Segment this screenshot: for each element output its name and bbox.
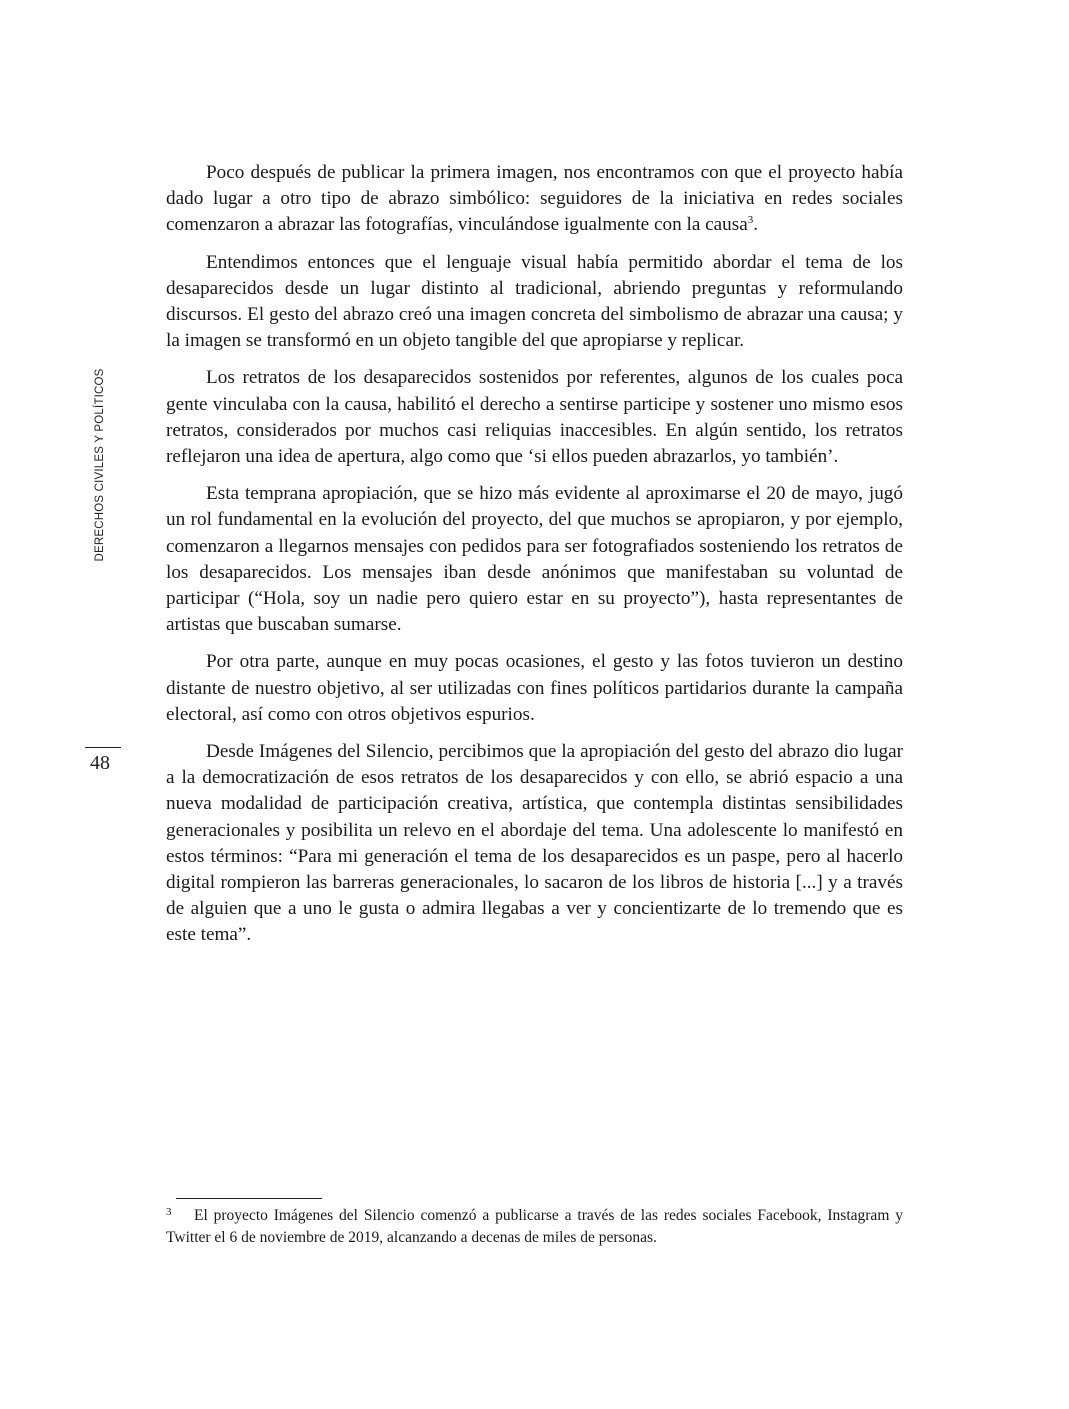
paragraph-4: Esta temprana apropiación, que se hizo más evidente al aproximarse el 20 de mayo, jugó un rol fundamental en la evolución del proyecto, del que muchos se apropiaron, y por ejemplo, comenzaron a llegarnos mensajes con pedidos para ser fotografiados sosteniendo los retratos de los desaparecidos. Los mensajes iban desde anónimos que manifestaban su voluntad de participar (“Hola, soy un nadie pero quiero estar en su proyecto”), hasta representantes de artistas que buscaban sumarse. <box>166 483 903 636</box>
footnote-paragraph: 3 El proyecto Imágenes del Silencio comenzó a publicarse a través de las redes sociales Facebook, Instagram y Twitter el 6 de noviembre de 2019, alcanzando a decenas de miles de personas. <box>166 1206 903 1246</box>
footnote-reference: 3 <box>747 214 754 227</box>
footnote <box>166 1205 903 1249</box>
paragraph-5: Por otra parte, aunque en muy pocas ocasiones, el gesto y las fotos tuvieron un destino distante de nuestro objetivo, al ser utilizadas con fines políticos partidarios durante la campaña electoral, así como con otros objetivos espurios. <box>166 651 903 725</box>
body-text <box>166 160 903 960</box>
footnote-separator <box>176 1198 322 1199</box>
page-number: 48 <box>90 752 110 774</box>
running-head <box>85 370 115 560</box>
paragraph-2: Entendimos entonces que el lenguaje visual había permitido abordar el tema de los desaparecidos desde un lugar distinto al tradicional, abriendo preguntas y reformulando discursos. El gesto del abrazo creó una imagen concreta del simbolismo de abrazar una causa; y la imagen se transformó en un objeto tangible del que apropiarse y replicar. <box>166 251 903 352</box>
running-head-text: DERECHOS CIVILES Y POLÍTICOS <box>94 368 106 562</box>
footnote-text: El proyecto Imágenes del Silencio comenzó a publicarse a través de las redes sociales Facebook, Instagram y Twitter el 6 de noviembre de 2019, alcanzando a decenas de miles de personas. <box>166 1207 903 1246</box>
paragraph-1 <box>166 160 903 239</box>
paragraph-1-end: . <box>753 214 759 236</box>
paragraph-1-text: Poco después de publicar la primera imagen, nos encontramos con que el proyecto había dado lugar a otro tipo de abrazo simbólico: seguidores de la iniciativa en redes sociales comenzaron a abrazar las fotografías, vinculándose igualmente con la causa <box>166 162 903 236</box>
page-number-rule <box>85 747 121 748</box>
paragraph-3: Los retratos de los desaparecidos sostenidos por referentes, algunos de los cuales poca gente vinculaba con la causa, habilitó el derecho a sentirse participe y sostener uno mismo esos retratos, considerados por muchos casi reliquias inaccesibles. En algún sentido, los retratos reflejaron una idea de apertura, algo como que ‘si ellos pueden abrazarlos, yo también’. <box>166 367 903 468</box>
paragraph-6: Desde Imágenes del Silencio, percibimos que la apropiación del gesto del abrazo dio lugar a la democratización de esos retratos de los desaparecidos y con ello, se abrió espacio a una nueva modalidad de participación creativa, artística, que contempla distintas sensibilidades generacionales y posibilita un relevo en el abordaje del tema. Una adolescente lo manifestó en estos términos: “Para mi generación el tema de los desaparecidos es un paspe, pero al hacerlo digital rompieron las barreras generacionales, lo sacaron de los libros de historia [...] y a través de alguien que a uno le gusta o admira llegabas a ver y concientizarte de lo tremendo que es este tema”. <box>166 741 903 946</box>
